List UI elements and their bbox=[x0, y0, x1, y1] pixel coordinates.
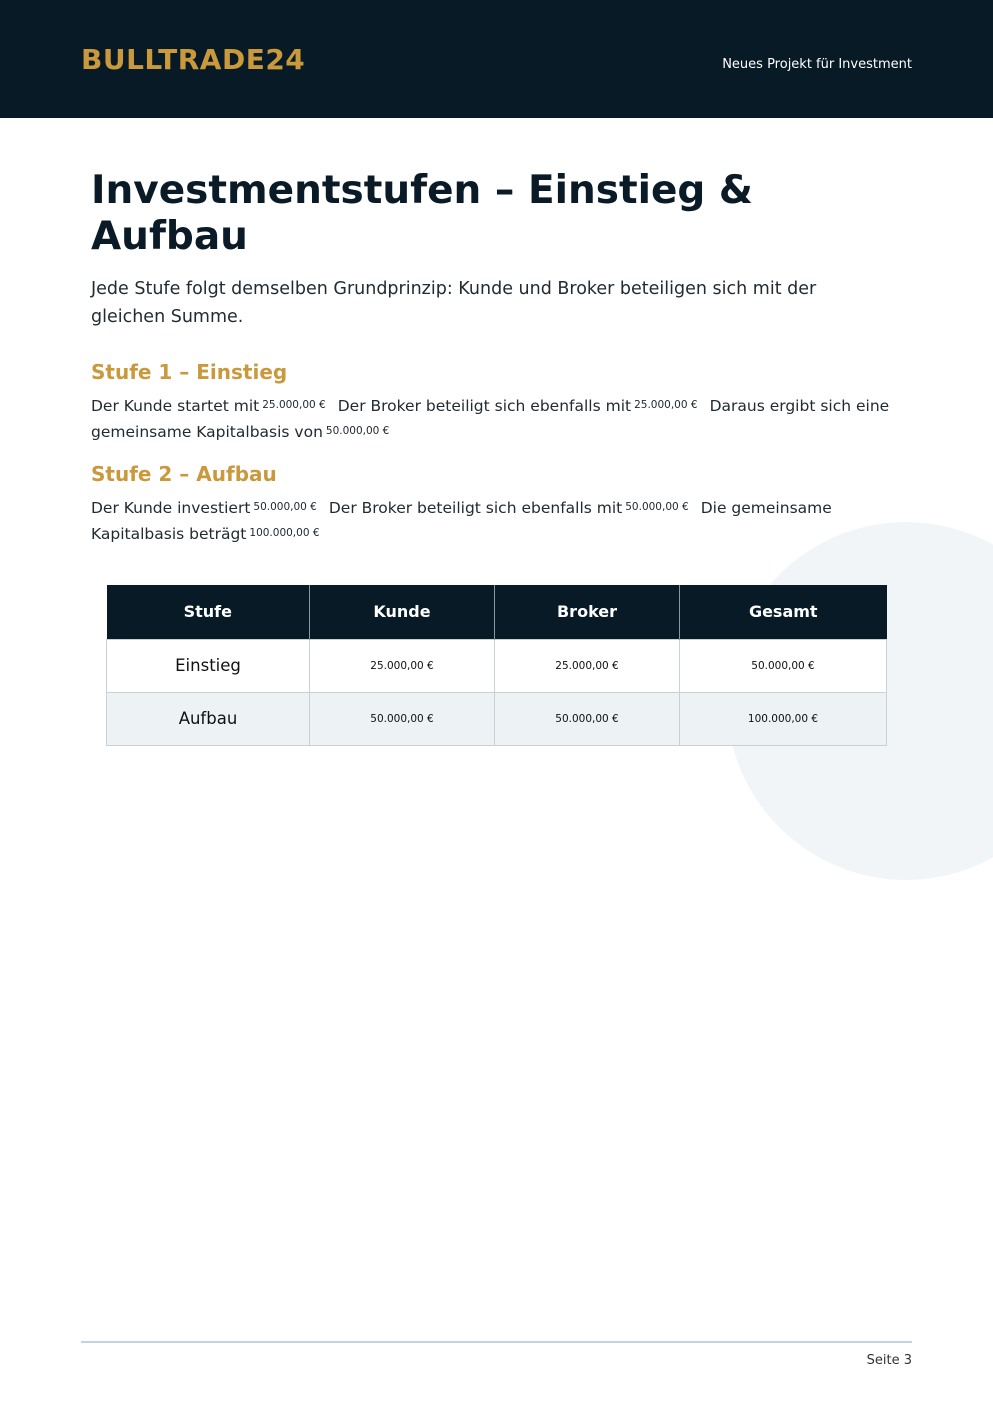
footer-divider bbox=[81, 1341, 912, 1343]
column-header-gesamt: Gesamt bbox=[680, 585, 887, 639]
stage-2-text-part-1: Der Kunde investiert bbox=[91, 499, 251, 517]
stage-2-customer-amount: 50.000,00 € bbox=[253, 501, 317, 513]
column-header-broker: Broker bbox=[495, 585, 680, 639]
header-bar bbox=[0, 0, 993, 118]
stage-2-broker-amount: 50.000,00 € bbox=[625, 501, 689, 513]
stage-2-text-part-2: Der Broker beteiligt sich ebenfalls mit bbox=[328, 499, 623, 517]
table-cell-stage: Aufbau bbox=[107, 692, 310, 745]
header-tagline: Neues Projekt für Investment bbox=[722, 57, 912, 72]
stage-2-text bbox=[91, 495, 906, 547]
stage-1-text-part-2: Der Broker beteiligt sich ebenfalls mit bbox=[337, 397, 632, 415]
table-cell-total: 50.000,00 € bbox=[680, 639, 887, 692]
table-row bbox=[107, 639, 887, 692]
table-cell-stage: Einstieg bbox=[107, 639, 310, 692]
column-header-kunde: Kunde bbox=[310, 585, 495, 639]
stage-1-customer-amount: 25.000,00 € bbox=[262, 399, 326, 411]
table-header-row bbox=[107, 585, 887, 639]
brand-logo: BULLTRADE24 bbox=[81, 43, 306, 76]
table-cell-broker: 50.000,00 € bbox=[495, 692, 680, 745]
page-title: Investmentstufen – Einstieg & Aufbau bbox=[91, 168, 753, 259]
stage-1-text-part-1: Der Kunde startet mit bbox=[91, 397, 260, 415]
stage-2-total-amount: 100.000,00 € bbox=[249, 527, 320, 539]
stage-1-heading: Stufe 1 – Einstieg bbox=[91, 360, 288, 384]
page-number: Seite 3 bbox=[866, 1353, 912, 1368]
stage-2-heading: Stufe 2 – Aufbau bbox=[91, 462, 277, 486]
table-cell-customer: 50.000,00 € bbox=[310, 692, 495, 745]
table-cell-broker: 25.000,00 € bbox=[495, 639, 680, 692]
main-content bbox=[91, 168, 911, 547]
stage-1-text bbox=[91, 393, 906, 445]
stage-2-text-part-3: Die gemeinsame Kapitalbasis beträgt bbox=[91, 499, 832, 543]
column-header-stufe: Stufe bbox=[107, 585, 310, 639]
investment-table bbox=[106, 585, 887, 746]
investment-table-container bbox=[106, 585, 886, 746]
intro-paragraph: Jede Stufe folgt demselben Grundprinzip: Kunde und Broker beteiligen sich mit der gleichen Summe. bbox=[91, 279, 817, 327]
table-cell-total: 100.000,00 € bbox=[680, 692, 887, 745]
table-cell-customer: 25.000,00 € bbox=[310, 639, 495, 692]
stage-1-broker-amount: 25.000,00 € bbox=[634, 399, 698, 411]
table-row bbox=[107, 692, 887, 745]
stage-1-total-amount: 50.000,00 € bbox=[325, 425, 390, 437]
stage-1-text-part-3: Daraus ergibt sich eine gemeinsame Kapitalbasis von bbox=[91, 397, 890, 441]
